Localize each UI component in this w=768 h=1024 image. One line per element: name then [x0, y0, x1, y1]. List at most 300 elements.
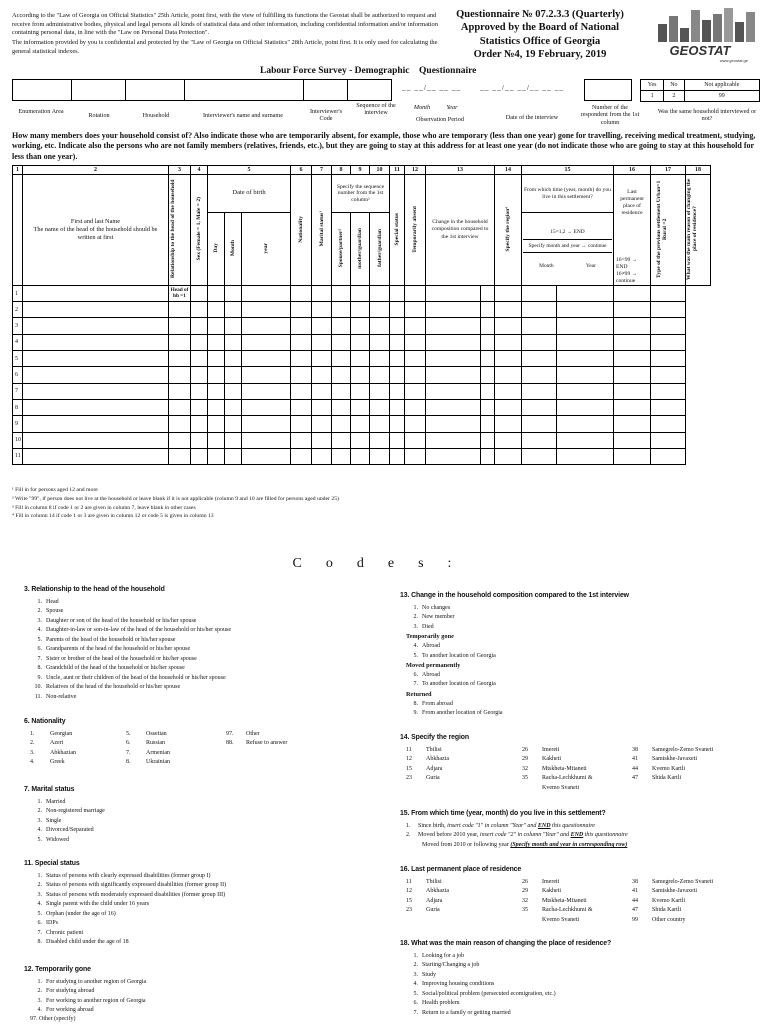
table-cell[interactable]: [405, 285, 426, 301]
table-cell[interactable]: [370, 285, 390, 301]
table-cell[interactable]: [481, 432, 495, 448]
table-cell[interactable]: [208, 448, 225, 464]
table-cell[interactable]: [390, 383, 405, 399]
table-cell[interactable]: [351, 351, 370, 367]
table-cell[interactable]: [291, 367, 312, 383]
table-cell[interactable]: [426, 432, 481, 448]
table-cell[interactable]: [291, 285, 312, 301]
table-cell[interactable]: [614, 367, 651, 383]
table-row: [13, 416, 711, 432]
table-cell[interactable]: [191, 432, 208, 448]
table-cell[interactable]: [390, 285, 405, 301]
table-cell[interactable]: [208, 383, 225, 399]
table-cell[interactable]: [332, 383, 351, 399]
table-cell[interactable]: [208, 285, 225, 301]
table-cell[interactable]: [242, 318, 291, 334]
household-question: How many members does your household consist of? Also indicate those who are temporarily absent, for example, those who are temporary (less than one year) gone for travelling, receiving medical treatment, studying, working, etc. Indicate also the persons who are not family members (relatives, friends, etc.), but they are going to stay at this address for at least one year (do not indicate those who are going to stay at this household for less than one year).: [12, 131, 756, 161]
list-item: 3. Daughter or son of the head of the household or his/her spouse: [37, 617, 197, 624]
table-cell[interactable]: [351, 302, 370, 318]
table-cell[interactable]: [291, 432, 312, 448]
header-region: Specify the region⁴: [495, 175, 522, 286]
table-cell[interactable]: [522, 302, 557, 318]
table-cell[interactable]: [332, 302, 351, 318]
table-cell[interactable]: [405, 432, 426, 448]
table-cell[interactable]: [426, 416, 481, 432]
table-cell[interactable]: [651, 399, 686, 415]
table-cell[interactable]: [191, 334, 208, 350]
table-cell[interactable]: [557, 302, 614, 318]
header-nationality: Nationality: [291, 175, 312, 286]
region-cell: [426, 916, 522, 925]
table-cell[interactable]: [23, 318, 169, 334]
table-cell[interactable]: [481, 399, 495, 415]
table-cell[interactable]: [370, 399, 390, 415]
header-change: Change in the household composition compared to the 1st interview: [426, 175, 495, 286]
table-cell[interactable]: [191, 318, 208, 334]
table-cell[interactable]: [225, 383, 242, 399]
table-cell[interactable]: [332, 318, 351, 334]
table-cell[interactable]: [370, 334, 390, 350]
table-cell[interactable]: [351, 367, 370, 383]
region-cell: 29: [522, 756, 528, 763]
code-section-14-title: 14. Specify the region: [400, 734, 470, 741]
table-cell[interactable]: [208, 399, 225, 415]
row-number: 3: [13, 318, 23, 334]
table-cell[interactable]: [291, 399, 312, 415]
table-cell[interactable]: [426, 285, 481, 301]
rotation-field[interactable]: [71, 79, 126, 101]
table-cell[interactable]: [242, 399, 291, 415]
table-cell[interactable]: [169, 448, 191, 464]
table-cell[interactable]: [614, 302, 651, 318]
table-cell[interactable]: [291, 351, 312, 367]
table-cell[interactable]: [614, 448, 651, 464]
table-cell[interactable]: [370, 367, 390, 383]
table-cell[interactable]: [557, 351, 614, 367]
table-cell[interactable]: [23, 383, 169, 399]
table-cell[interactable]: [426, 318, 481, 334]
nationality-columns: [24, 730, 384, 767]
table-cell[interactable]: [405, 302, 426, 318]
table-cell[interactable]: [495, 367, 522, 383]
table-cell[interactable]: [390, 367, 405, 383]
table-cell[interactable]: [405, 416, 426, 432]
table-cell[interactable]: [332, 285, 351, 301]
table-cell[interactable]: [405, 334, 426, 350]
region-cell: 44: [632, 765, 638, 772]
table-cell[interactable]: [312, 416, 332, 432]
table-cell[interactable]: [390, 334, 405, 350]
table-row: [13, 399, 711, 415]
table-cell[interactable]: [312, 285, 332, 301]
geostat-logo: [636, 6, 762, 64]
list-item: 6. IDPs: [37, 920, 59, 927]
returned-label: Returned: [406, 690, 432, 698]
header-temp-absent: Temporarily absent: [405, 175, 426, 286]
table-cell[interactable]: [495, 399, 522, 415]
table-cell[interactable]: [481, 448, 495, 464]
table-cell[interactable]: [495, 334, 522, 350]
table-cell[interactable]: [332, 351, 351, 367]
table-cell[interactable]: [405, 367, 426, 383]
table-cell[interactable]: [390, 318, 405, 334]
header-spouse: Spouse/partner³: [332, 213, 351, 286]
header-month-year: [522, 213, 614, 286]
table-cell[interactable]: [351, 448, 370, 464]
table-cell[interactable]: [426, 334, 481, 350]
region-cell: Samegrelo-Zemo Svaneti: [652, 747, 714, 753]
date-of-interview-field[interactable]: __ __/__ __/__ __ __: [480, 83, 565, 92]
code-section-11-list: [24, 872, 374, 948]
table-cell[interactable]: [481, 334, 495, 350]
table-cell[interactable]: [614, 399, 651, 415]
table-cell[interactable]: [614, 318, 651, 334]
table-cell[interactable]: [312, 334, 332, 350]
table-cell[interactable]: [169, 367, 191, 383]
column-number-row: [13, 166, 711, 175]
table-cell[interactable]: [651, 285, 686, 301]
table-cell[interactable]: [557, 448, 614, 464]
col-num-17: 17: [651, 166, 686, 175]
header-special: Special status: [390, 175, 405, 286]
table-cell[interactable]: [208, 432, 225, 448]
region-cell: Abkhazia: [426, 756, 449, 763]
table-cell[interactable]: [426, 302, 481, 318]
interviewer-code-field[interactable]: [303, 79, 348, 101]
table-cell[interactable]: [405, 383, 426, 399]
col-num-2: 2: [23, 166, 169, 175]
table-row: [13, 448, 711, 464]
list-item: 8. Disabled child under the age of 18: [37, 939, 129, 946]
table-cell[interactable]: [481, 351, 495, 367]
table-cell[interactable]: [370, 448, 390, 464]
table-cell[interactable]: [242, 285, 291, 301]
list-item: 2. New member: [413, 614, 455, 621]
table-cell[interactable]: [405, 318, 426, 334]
region-cell: 12: [406, 756, 412, 763]
table-cell[interactable]: [332, 416, 351, 432]
table-cell[interactable]: [242, 302, 291, 318]
temp-gone-list: [400, 642, 760, 661]
table-cell[interactable]: [522, 334, 557, 350]
table-cell[interactable]: [291, 302, 312, 318]
table-cell[interactable]: [651, 334, 686, 350]
col-num-8: 8: [332, 166, 351, 175]
table-cell[interactable]: [614, 285, 651, 301]
list-item: 10. Relatives of the head of the household or his/her spouse: [34, 684, 181, 691]
table-cell[interactable]: [23, 448, 169, 464]
table-cell[interactable]: [191, 383, 208, 399]
table-cell[interactable]: [557, 383, 614, 399]
table-cell[interactable]: [225, 367, 242, 383]
table-cell[interactable]: [481, 416, 495, 432]
table-row: [13, 334, 711, 350]
table-cell[interactable]: [225, 351, 242, 367]
table-cell[interactable]: [651, 416, 686, 432]
household-field[interactable]: [125, 79, 185, 101]
table-cell[interactable]: [332, 367, 351, 383]
code-section-13-title: 13. Change in the household composition compared to the 1st interview: [400, 592, 629, 599]
header-end16: 16=99 → END: [616, 256, 638, 270]
table-cell[interactable]: [495, 351, 522, 367]
table-cell[interactable]: [191, 416, 208, 432]
table-cell[interactable]: [557, 285, 614, 301]
table-cell[interactable]: [405, 448, 426, 464]
table-cell[interactable]: [312, 399, 332, 415]
footnote-1: ¹ Fill in for persons aged 12 and more: [12, 487, 98, 493]
table-cell[interactable]: [495, 416, 522, 432]
table-cell[interactable]: [495, 432, 522, 448]
table-cell[interactable]: [522, 383, 557, 399]
table-cell[interactable]: [557, 416, 614, 432]
table-cell[interactable]: [242, 432, 291, 448]
table-cell[interactable]: [495, 383, 522, 399]
table-cell[interactable]: [208, 351, 225, 367]
code-section-7-title: 7. Marital status: [24, 786, 75, 793]
table-cell[interactable]: [332, 432, 351, 448]
table-cell[interactable]: [522, 367, 557, 383]
region-cell: Other country: [652, 916, 686, 923]
table-cell[interactable]: [208, 302, 225, 318]
row-number: 4: [13, 334, 23, 350]
region-grid: [400, 746, 760, 793]
table-cell[interactable]: [426, 448, 481, 464]
label-rotation: Rotation: [88, 112, 110, 119]
table-cell[interactable]: [390, 432, 405, 448]
table-cell[interactable]: [405, 351, 426, 367]
row-number: 8: [13, 399, 23, 415]
table-cell[interactable]: [351, 383, 370, 399]
table-cell[interactable]: [522, 399, 557, 415]
table-cell[interactable]: [312, 367, 332, 383]
table-cell[interactable]: [614, 383, 651, 399]
table-cell[interactable]: [651, 318, 686, 334]
code-section-18-title: 18. What was the main reason of changing the place of residence?: [400, 940, 612, 947]
table-cell[interactable]: [23, 285, 169, 301]
table-cell[interactable]: [651, 432, 686, 448]
table-cell[interactable]: [522, 416, 557, 432]
code-15-item-2: 2. Moved before 2010 year, insert code "2" in column "Year" and END this questionnaire: [406, 832, 628, 839]
table-cell[interactable]: [225, 448, 242, 464]
table-cell[interactable]: [495, 318, 522, 334]
table-cell[interactable]: [169, 351, 191, 367]
table-cell[interactable]: [522, 448, 557, 464]
table-cell[interactable]: [291, 416, 312, 432]
header-specify-month: Specify month and year → continue: [523, 240, 612, 253]
col-num-14: 14: [495, 166, 522, 175]
table-cell[interactable]: [495, 285, 522, 301]
table-cell[interactable]: [208, 416, 225, 432]
table-cell[interactable]: [169, 383, 191, 399]
table-cell[interactable]: [191, 367, 208, 383]
table-cell[interactable]: [481, 367, 495, 383]
table-cell[interactable]: [312, 383, 332, 399]
table-cell[interactable]: [332, 448, 351, 464]
interviewer-name-field[interactable]: [184, 79, 304, 101]
table-cell[interactable]: [312, 318, 332, 334]
table-cell[interactable]: [370, 383, 390, 399]
table-cell[interactable]: [426, 383, 481, 399]
table-cell[interactable]: [23, 334, 169, 350]
table-cell[interactable]: [390, 448, 405, 464]
table-cell[interactable]: [614, 351, 651, 367]
table-cell[interactable]: [191, 285, 208, 301]
table-cell[interactable]: [390, 416, 405, 432]
table-cell[interactable]: [225, 334, 242, 350]
table-cell[interactable]: [332, 399, 351, 415]
region-cell: Guria: [426, 775, 440, 782]
table-cell[interactable]: [390, 302, 405, 318]
table-cell[interactable]: [208, 318, 225, 334]
table-cell[interactable]: [370, 318, 390, 334]
residence-grid: [400, 878, 760, 925]
yes-code[interactable]: 1: [641, 91, 664, 102]
table-cell[interactable]: [191, 448, 208, 464]
table-cell[interactable]: [225, 302, 242, 318]
row-number: 9: [13, 416, 23, 432]
region-cell: [522, 916, 542, 925]
table-cell[interactable]: [557, 432, 614, 448]
sequence-field[interactable]: [347, 79, 392, 101]
table-cell[interactable]: [242, 367, 291, 383]
na-code[interactable]: 99: [684, 91, 759, 102]
table-cell[interactable]: [614, 334, 651, 350]
table-cell[interactable]: [23, 351, 169, 367]
table-cell[interactable]: [169, 334, 191, 350]
table-cell[interactable]: [614, 432, 651, 448]
table-cell[interactable]: [208, 367, 225, 383]
table-cell[interactable]: [191, 351, 208, 367]
table-cell[interactable]: [169, 432, 191, 448]
table-cell[interactable]: [225, 285, 242, 301]
enumeration-area-field[interactable]: [12, 79, 72, 101]
table-cell[interactable]: [23, 367, 169, 383]
table-cell[interactable]: [23, 399, 169, 415]
table-cell[interactable]: [651, 448, 686, 464]
table-cell[interactable]: [169, 399, 191, 415]
table-cell[interactable]: [312, 302, 332, 318]
table-cell[interactable]: [351, 318, 370, 334]
table-cell[interactable]: [481, 285, 495, 301]
label-year: Year: [446, 104, 458, 111]
table-cell[interactable]: [332, 334, 351, 350]
table-cell[interactable]: [522, 351, 557, 367]
respondent-number-field[interactable]: [584, 79, 632, 101]
table-cell[interactable]: [557, 399, 614, 415]
table-cell[interactable]: [242, 334, 291, 350]
table-cell[interactable]: [557, 334, 614, 350]
table-cell[interactable]: [242, 448, 291, 464]
table-cell[interactable]: [208, 334, 225, 350]
code-section-6-title: 6. Nationality: [24, 718, 66, 725]
table-cell[interactable]: [312, 448, 332, 464]
table-cell[interactable]: [522, 285, 557, 301]
table-cell[interactable]: [651, 351, 686, 367]
table-cell[interactable]: [291, 318, 312, 334]
table-cell[interactable]: [426, 351, 481, 367]
table-cell[interactable]: [370, 351, 390, 367]
label-household: Household: [142, 112, 170, 119]
table-cell[interactable]: [242, 351, 291, 367]
table-cell[interactable]: [351, 285, 370, 301]
table-cell[interactable]: [225, 318, 242, 334]
table-cell[interactable]: [169, 302, 191, 318]
table-cell[interactable]: [23, 302, 169, 318]
table-cell[interactable]: [522, 432, 557, 448]
table-cell[interactable]: [481, 318, 495, 334]
table-cell[interactable]: [481, 302, 495, 318]
table-cell[interactable]: [495, 448, 522, 464]
table-cell[interactable]: [191, 399, 208, 415]
table-cell[interactable]: [651, 383, 686, 399]
table-cell[interactable]: [370, 302, 390, 318]
col-num-5: 5: [208, 166, 291, 175]
code-section-14: [400, 734, 760, 793]
region-cell: 23: [406, 775, 412, 782]
list-item: 2. Non-registered marriage: [37, 808, 105, 815]
table-cell[interactable]: [291, 334, 312, 350]
table-cell[interactable]: [390, 399, 405, 415]
codes-title: Codes:: [292, 556, 476, 571]
list-item: 11. Non-relative: [34, 693, 77, 700]
table-cell[interactable]: [225, 399, 242, 415]
table-cell[interactable]: [312, 351, 332, 367]
table-cell[interactable]: [557, 318, 614, 334]
table-cell[interactable]: [405, 399, 426, 415]
table-cell[interactable]: [23, 416, 169, 432]
table-cell[interactable]: [351, 432, 370, 448]
table-cell[interactable]: [351, 399, 370, 415]
row-number: 10: [13, 432, 23, 448]
table-cell[interactable]: [225, 432, 242, 448]
observation-period-field[interactable]: __ __/__ __ __: [402, 83, 462, 92]
table-cell[interactable]: [614, 416, 651, 432]
table-cell[interactable]: [169, 318, 191, 334]
table-cell[interactable]: [225, 416, 242, 432]
table-cell[interactable]: [370, 416, 390, 432]
identification-labels: [12, 102, 762, 132]
list-item: 4. Improving housing conditions: [413, 981, 495, 988]
approval-line: Approved by the Board of National: [460, 22, 620, 34]
temp-gone-label: Temporarily gone: [406, 633, 454, 641]
list-item: 8. Grandchild of the head of the household or his/her spouse: [37, 665, 185, 672]
no-code[interactable]: 2: [664, 91, 684, 102]
table-cell[interactable]: [23, 432, 169, 448]
table-cell[interactable]: [242, 416, 291, 432]
table-cell[interactable]: [522, 318, 557, 334]
table-cell[interactable]: [426, 367, 481, 383]
table-cell[interactable]: [291, 383, 312, 399]
table-cell[interactable]: [242, 383, 291, 399]
table-cell[interactable]: [169, 416, 191, 432]
table-cell[interactable]: [651, 302, 686, 318]
region-cell: Samtskhe-Javaxeti: [652, 888, 697, 895]
col-num-13: 13: [426, 166, 495, 175]
table-cell[interactable]: [557, 367, 614, 383]
table-cell[interactable]: [351, 416, 370, 432]
table-cell[interactable]: [390, 351, 405, 367]
table-cell[interactable]: [495, 302, 522, 318]
table-cell[interactable]: [351, 334, 370, 350]
table-cell[interactable]: [651, 367, 686, 383]
table-cell[interactable]: [370, 432, 390, 448]
table-cell[interactable]: [191, 302, 208, 318]
table-cell[interactable]: [291, 448, 312, 464]
table-cell[interactable]: [481, 383, 495, 399]
region-cell: Shida Kartli: [652, 907, 682, 914]
table-cell[interactable]: [426, 399, 481, 415]
table-cell[interactable]: [312, 432, 332, 448]
